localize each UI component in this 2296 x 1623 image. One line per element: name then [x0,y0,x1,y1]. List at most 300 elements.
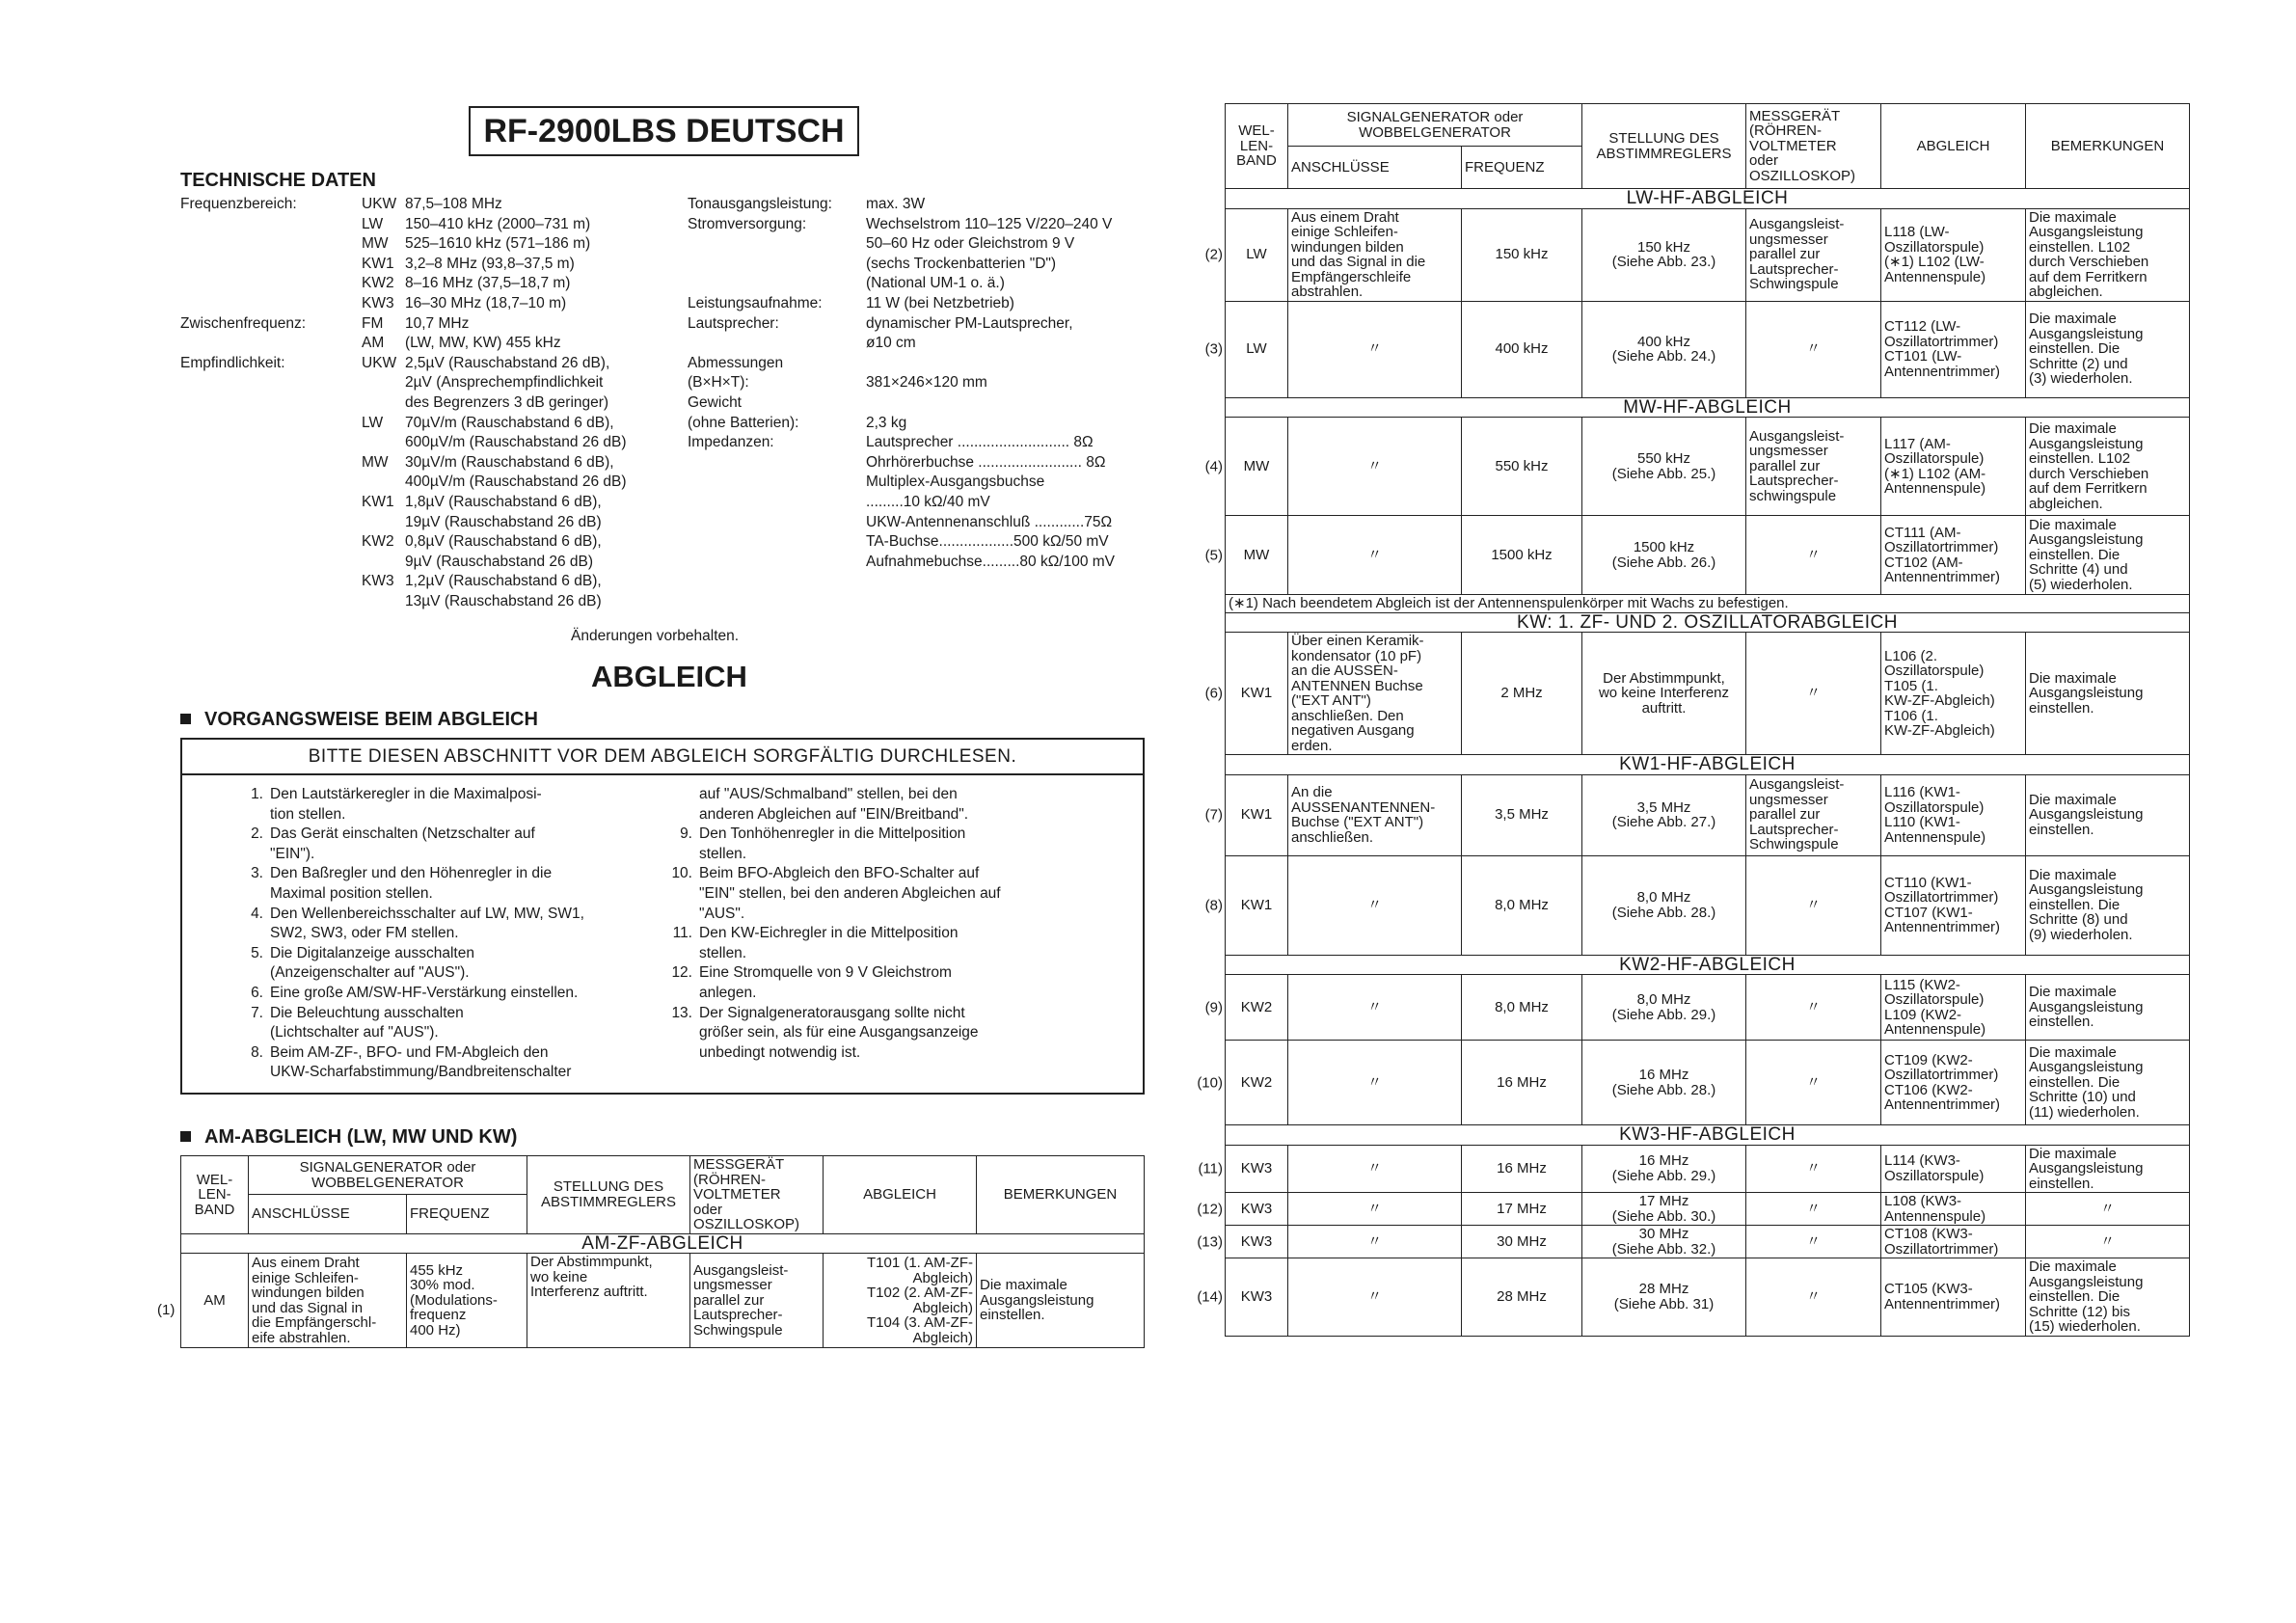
step-number [669,1023,692,1043]
am-col-bemerkungen: BEMERKUNGEN [977,1156,1145,1234]
hf-cell-abgl: CT110 (KW1- Oszillatortrimmer) CT107 (KW1- Antennentrimmer) [1881,855,2026,955]
hf-section-kw2: KW2-HF-ABGLEICH [1226,955,2190,975]
table-row [1226,1193,2190,1226]
step-text: Den Tonhöhenregler in die Mittelposition [699,825,966,843]
step-text: unbedingt notwendig ist. [699,1043,861,1061]
step-text: "AUS". [699,905,745,922]
hf-cell-anschl: An die AUSSENANTENNEN- Buchse ("EXT ANT") anschließen. [1288,774,1462,855]
tech-label: (ohne Batterien): [688,414,799,431]
tech-band: AM [362,335,385,352]
hf-cell-freq: 30 MHz [1462,1226,1582,1258]
hf-cell-freq: 550 kHz [1462,418,1582,516]
procedure-step [240,963,645,984]
hf-cell-anschl: 〃 [1288,418,1462,516]
tech-value: 13µV (Rauschabstand 26 dB) [405,592,602,609]
tech-right-row [688,453,1150,473]
tech-band: KW1 [362,255,394,272]
step-number: 7. [251,1004,263,1021]
hf-cell-mess: 〃 [1746,1145,1881,1193]
hf-band-text: MW [1243,457,1270,474]
tech-band [362,393,405,414]
procedure-step [669,864,1094,884]
hf-col-anschluesse: ANSCHLÜSSE [1288,147,1462,189]
hf-cell-freq: 8,0 MHz [1462,855,1582,955]
step-text: (Lichtschalter auf "AUS"). [270,1024,439,1041]
procedure-step [240,805,645,825]
step-text: größer sein, als für eine Ausgangsanzeige [699,1024,979,1041]
tech-value: Multiplex-Ausgangsbuchse [866,473,1045,491]
tech-band [362,592,405,612]
tech-label [688,532,866,553]
hf-cell-abgl: L116 (KW1- Oszillatorspule) L110 (KW1- Antennenspule) [1881,774,2026,855]
step-number [240,805,263,825]
tech-value: Ohrhörerbuchse ......................... 8Ω [866,453,1106,471]
hf-cell-mess: 〃 [1746,855,1881,955]
tech-label [688,334,866,354]
hf-row-number: (7) [1204,806,1223,824]
tech-right-row [688,234,1150,255]
procedure-step [240,984,645,1004]
tech-band [362,513,405,533]
hf-cell-band [1204,975,1288,1041]
step-text: Den Wellenbereichsschalter auf LW, MW, SW1, [270,905,584,922]
tech-left-row [180,195,682,215]
tech-right-row [688,532,1150,553]
hf-cell-mess: 〃 [1746,975,1881,1041]
tech-label [688,453,866,473]
step-number [669,785,692,805]
hf-cell-bem: Die maximale Ausgangsleistung einstellen. L102 durch Verschieben auf dem Ferritkern abgleichen. [2026,208,2190,301]
tech-value: (sechs Trockenbatterien "D") [866,255,1057,272]
tech-label: Zwischenfrequenz: [180,314,307,332]
hf-cell-stellung: 3,5 MHz (Siehe Abb. 27.) [1582,774,1746,855]
step-number: 1. [251,786,263,802]
hf-col-siggen: SIGNALGENERATOR oder WOBBELGENERATOR [1288,104,1582,147]
step-number [240,924,263,944]
tech-value: ø10 cm [866,335,916,352]
procedure-step [669,805,1094,825]
am-heading-text: AM-ABGLEICH (LW, MW UND KW) [204,1126,518,1148]
tech-left-row [180,572,682,592]
tech-value: (National UM-1 o. ä.) [866,275,1005,292]
procedure-steps-right [669,785,1094,1063]
band-cell-wrap [1204,457,1284,474]
hf-cell-mess: 〃 [1746,1193,1881,1226]
hf-cell-stellung: 28 MHz (Siehe Abb. 31) [1582,1258,1746,1337]
step-text: Der Signalgeneratorausgang sollte nicht [699,1004,965,1021]
tech-right-row [688,334,1150,354]
tech-label [180,553,362,573]
tech-label [180,373,362,393]
tech-right-row [688,414,1150,434]
tech-label [180,473,362,493]
hf-cell-bem: Die maximale Ausgangsleistung einstellen. [2026,975,2190,1041]
step-text: Beim BFO-Abgleich den BFO-Schalter auf [699,865,980,882]
tech-label [180,513,362,533]
am-section-zf: AM-ZF-ABGLEICH [181,1233,1145,1254]
tech-band [362,473,405,493]
tech-label [688,493,866,513]
hf-col-stellung: STELLUNG DES ABSTIMMREGLERS [1582,104,1746,189]
hf-row-number: (12) [1197,1200,1223,1217]
hf-row-number: (9) [1204,998,1223,1015]
step-text: "EIN"). [270,845,315,862]
tech-left-row [180,354,682,374]
tech-left-row [180,493,682,513]
tech-right-row [688,195,1150,215]
hf-cell-abgl: L115 (KW2- Oszillatorspule) L109 (KW2- Antennenspule) [1881,975,2026,1041]
tech-right-row [688,215,1150,235]
hf-cell-stellung: 150 kHz (Siehe Abb. 23.) [1582,208,1746,301]
hf-cell-band [1204,774,1288,855]
procedure-step [240,1023,645,1043]
hf-section-kw1: KW1-HF-ABGLEICH [1226,755,2190,775]
procedure-step [240,1063,645,1083]
tech-band: KW1 [362,493,394,510]
step-text: SW2, SW3, oder FM stellen. [270,925,459,942]
step-number [669,805,692,825]
tech-value: 2µV (Ansprechempfindlichkeit [405,374,604,392]
am-col-anschluesse: ANSCHLÜSSE [249,1195,407,1233]
tech-value: Wechselstrom 110–125 V/220–240 V [866,215,1113,232]
hf-cell-stellung: 16 MHz (Siehe Abb. 28.) [1582,1041,1746,1125]
hf-col-bemerkungen: BEMERKUNGEN [2026,104,2190,189]
am-row-number: (1) [157,1302,176,1318]
tech-left-row [180,274,682,294]
tech-right-row [688,513,1150,533]
procedure-step [669,984,1094,1004]
hf-cell-anschl: Aus einem Draht einige Schleifen- windungen bilden und das Signal in die Empfängerschleife abstrahlen. [1288,208,1462,301]
tech-label [180,414,362,434]
hf-cell-band [1197,1193,1288,1226]
tech-label [688,255,866,275]
procedure-box [180,738,1145,1095]
hf-cell-mess: 〃 [1746,633,1881,755]
tech-left-row [180,215,682,235]
step-number [669,884,692,905]
am-col-wellenband: WEL- LEN- BAND [181,1156,249,1234]
tech-band: LW [362,414,384,431]
hf-table [1197,103,2190,1337]
tech-band: KW2 [362,275,394,292]
tech-label: Lautsprecher: [688,314,779,332]
tech-value: 381×246×120 mm [866,374,987,392]
procedure-heading [180,709,538,731]
tech-left-list [180,195,682,611]
hf-cell-anschl: 〃 [1288,1226,1462,1258]
procedure-step [669,1043,1094,1064]
tech-label: Tonausgangsleistung: [688,196,832,212]
hf-cell-bem: 〃 [2026,1193,2190,1226]
hf-cell-band [1204,418,1288,516]
am-row-anschl: Aus einem Draht einige Schleifen- windungen bilden und das Signal in die Empfängerschl- eife abstrahlen. [249,1254,407,1348]
hf-cell-bem: Die maximale Ausgangsleistung einstellen. L102 durch Verschieben auf dem Ferritkern abgleichen. [2026,418,2190,516]
hf-cell-abgl: L114 (KW3- Oszillatorspule) [1881,1145,2026,1193]
hf-row-number: (10) [1197,1073,1223,1091]
hf-band-text: KW3 [1240,1288,1273,1305]
hf-cell-bem: 〃 [2026,1226,2190,1258]
tech-value: 600µV/m (Rauschabstand 26 dB) [405,434,627,451]
tech-label [180,274,362,294]
hf-cell-anschl: Über einen Keramik- kondensator (10 pF) an die AUSSEN- ANTENNEN Buchse ("EXT ANT") anschließen. Den negativen Ausgang erden. [1288,633,1462,755]
hf-section-kwzf: KW: 1. ZF- UND 2. OSZILLATORABGLEICH [1226,612,2190,633]
hf-cell-anschl: 〃 [1288,1258,1462,1337]
band-cell-wrap [1198,1160,1284,1177]
step-text: anderen Abgleichen auf "EIN/Breitband". [699,805,968,823]
step-number [669,944,692,964]
tech-right-row [688,393,1150,414]
table-row [1226,301,2190,397]
tech-band [362,373,405,393]
hf-cell-freq: 3,5 MHz [1462,774,1582,855]
hf-section-mw: MW-HF-ABGLEICH [1226,397,2190,418]
step-text: Den KW-Eichregler in die Mittelposition [699,925,959,942]
hf-cell-freq: 16 MHz [1462,1145,1582,1193]
hf-footnote: (∗1) Nach beendetem Abgleich ist der Antennenspulenkörper mit Wachs zu befestigen. [1226,595,2190,613]
hf-cell-stellung: 8,0 MHz (Siehe Abb. 29.) [1582,975,1746,1041]
step-number [669,905,692,925]
step-number: 6. [251,984,263,1001]
table-row [1226,418,2190,516]
tech-left-row [180,473,682,493]
step-text: Beim AM-ZF-, BFO- und FM-Abgleich den [270,1043,549,1061]
tech-left-row [180,255,682,275]
band-cell-wrap [1204,998,1284,1015]
tech-value: 70µV/m (Rauschabstand 6 dB), [405,414,614,431]
tech-left-row [180,334,682,354]
tech-band: KW2 [362,533,394,551]
step-number [240,845,263,865]
tech-label [180,334,362,354]
hf-band-text: LW [1246,340,1267,358]
tech-value: 11 W (bei Netzbetrieb) [866,294,1014,311]
tech-value: 9µV (Rauschabstand 26 dB) [405,553,594,570]
hf-cell-bem: Die maximale Ausgangsleistung einstellen. Die Schritte (8) und (9) wiederholen. [2026,855,2190,955]
hf-cell-anschl: 〃 [1288,975,1462,1041]
procedure-step [240,785,645,805]
hf-cell-freq: 2 MHz [1462,633,1582,755]
tech-right-row [688,354,1150,374]
hf-col-wellenband: WEL- LEN- BAND [1226,104,1288,189]
hf-cell-abgl: CT109 (KW2- Oszillatortrimmer) CT106 (KW2- Antennentrimmer) [1881,1041,2026,1125]
step-text: Eine große AM/SW-HF-Verstärkung einstellen. [270,984,579,1001]
hf-cell-abgl: L108 (KW3- Antennenspule) [1881,1193,2026,1226]
table-row [1226,633,2190,755]
procedure-step [669,905,1094,925]
step-text: tion stellen. [270,805,346,823]
hf-cell-abgl: CT111 (AM- Oszillatortrimmer) CT102 (AM- Antennentrimmer) [1881,516,2026,595]
tech-label: Abmessungen [688,354,784,371]
am-row-freq: 455 kHz 30% mod. (Modulations- frequenz 400 Hz) [407,1254,527,1348]
hf-band-text: KW1 [1240,806,1273,824]
tech-value: 1,8µV (Rauschabstand 6 dB), [405,493,602,510]
hf-cell-freq: 1500 kHz [1462,516,1582,595]
hf-cell-band [1197,1258,1288,1337]
hf-band-text: MW [1243,546,1270,563]
hf-cell-mess: 〃 [1746,1226,1881,1258]
procedure-step [669,1004,1094,1024]
hf-cell-anschl: 〃 [1288,301,1462,397]
hf-cell-bem: Die maximale Ausgangsleistung einstellen. Die Schritte (12) bis (15) wiederholen. [2026,1258,2190,1337]
hf-cell-stellung: 17 MHz (Siehe Abb. 30.) [1582,1193,1746,1226]
hf-cell-mess: Ausgangsleist- ungsmesser parallel zur Lautsprecher- Schwingspule [1746,208,1881,301]
tech-left-row [180,592,682,612]
procedure-steps-left [240,785,645,1083]
tech-value: des Begrenzers 3 dB geringer) [405,393,609,411]
am-row-stellung: Der Abstimmpunkt, wo keine Interferenz auftritt. [527,1254,690,1348]
tech-label [180,294,362,314]
band-cell-wrap [1197,1288,1284,1305]
hf-cell-stellung: 400 kHz (Siehe Abb. 24.) [1582,301,1746,397]
am-col-frequenz: FREQUENZ [407,1195,527,1233]
hf-cell-anschl: 〃 [1288,1193,1462,1226]
hf-row-number: (11) [1198,1160,1223,1177]
abgleich-title: ABGLEICH [591,660,747,693]
step-number: 3. [251,865,263,882]
hf-cell-band [1204,633,1288,755]
hf-cell-band [1204,301,1288,397]
am-row-mess: Ausgangsleist- ungsmesser parallel zur Lautsprecher- Schwingspule [690,1254,824,1348]
tech-band: KW3 [362,294,394,311]
tech-value: 16–30 MHz (18,7–10 m) [405,294,567,311]
hf-cell-band [1198,1145,1288,1193]
hf-cell-freq: 8,0 MHz [1462,975,1582,1041]
tech-label [180,493,362,513]
hf-cell-abgl: CT112 (LW- Oszillatortrimmer) CT101 (LW- Antennentrimmer) [1881,301,2026,397]
step-number: 10. [671,865,692,882]
tech-right-row [688,433,1150,453]
table-row [1226,516,2190,595]
tech-label: Leistungsaufnahme: [688,294,823,311]
tech-label: (B×H×T): [688,374,749,392]
tech-label [180,532,362,553]
tech-value: 3,2–8 MHz (93,8–37,5 m) [405,255,575,272]
step-text: UKW-Scharfabstimmung/Bandbreitenschalter [270,1064,572,1081]
procedure-box-title: BITTE DIESEN ABSCHNITT VOR DEM ABGLEICH SORGFÄLTIG DURCHLESEN. [182,740,1143,775]
hf-cell-stellung: 30 MHz (Siehe Abb. 32.) [1582,1226,1746,1258]
hf-band-text: LW [1246,246,1267,263]
hf-cell-abgl: L106 (2. Oszillatorspule) T105 (1. KW-ZF-Abgleich) T106 (1. KW-ZF-Abgleich) [1881,633,2026,755]
tech-left-row [180,433,682,453]
tech-right-row [688,553,1150,573]
tech-band [362,553,405,573]
hf-cell-mess: 〃 [1746,301,1881,397]
tech-right-row [688,274,1150,294]
tech-value: Aufnahmebuchse.........80 kΩ/100 mV [866,553,1116,570]
hf-band-text: KW3 [1240,1200,1273,1217]
tech-band [362,433,405,453]
hf-col-messgeraet: MESSGERÄT (RÖHREN- VOLTMETER oder OSZILLOSKOP) [1746,104,1881,189]
tech-value: 30µV/m (Rauschabstand 6 dB), [405,453,614,471]
tech-left-row [180,373,682,393]
table-row [1226,1226,2190,1258]
hf-cell-stellung: 1500 kHz (Siehe Abb. 26.) [1582,516,1746,595]
hf-cell-stellung: 16 MHz (Siehe Abb. 29.) [1582,1145,1746,1193]
procedure-step [669,785,1094,805]
tech-value: 10,7 MHz [405,314,470,332]
hf-row-number: (13) [1197,1232,1223,1250]
tech-value: 19µV (Rauschabstand 26 dB) [405,513,602,530]
hf-cell-mess: Ausgangsleist- ungsmesser parallel zur Lautsprecher- Schwingspule [1746,774,1881,855]
tech-label [688,274,866,294]
square-bullet-icon [180,1131,191,1142]
tech-band: MW [362,453,389,471]
hf-cell-bem: Die maximale Ausgangsleistung einstellen. [2026,633,2190,755]
tech-value: 1,2µV (Rauschabstand 6 dB), [405,573,602,590]
hf-cell-band [1197,1041,1288,1125]
procedure-step [240,905,645,925]
table-row [1226,1258,2190,1337]
hf-row-number: (2) [1204,246,1223,263]
step-text: Die Digitalanzeige ausschalten [270,944,474,961]
procedure-step [669,1023,1094,1043]
tech-label [180,592,362,612]
am-heading [180,1126,517,1149]
hf-cell-bem: Die maximale Ausgangsleistung einstellen. Die Schritte (2) und (3) wiederholen. [2026,301,2190,397]
table-row [1226,1145,2190,1193]
hf-band-text: KW2 [1240,998,1273,1015]
tech-label [180,393,362,414]
tech-value: 50–60 Hz oder Gleichstrom 9 V [866,235,1075,253]
procedure-step [669,845,1094,865]
tech-value: Lautsprecher ........................... 8Ω [866,434,1094,451]
am-col-abgleich: ABGLEICH [824,1156,977,1234]
step-number: 12. [671,964,692,982]
tech-label [688,473,866,493]
hf-cell-band [1204,208,1288,301]
tech-heading: TECHNISCHE DATEN [180,170,376,191]
tech-value: 400µV/m (Rauschabstand 26 dB) [405,473,627,491]
hf-row-number: (5) [1204,546,1223,563]
hf-cell-freq: 16 MHz [1462,1041,1582,1125]
tech-value: 0,8µV (Rauschabstand 6 dB), [405,533,602,551]
band-cell-wrap [1204,546,1284,563]
tech-band: KW3 [362,573,394,590]
tech-left-row [180,314,682,335]
hf-cell-band [1204,516,1288,595]
hf-col-abgleich: ABGLEICH [1881,104,2026,189]
hf-cell-bem: Die maximale Ausgangsleistung einstellen. Die Schritte (10) und (11) wiederholen. [2026,1041,2190,1125]
step-text: Eine Stromquelle von 9 V Gleichstrom [699,964,952,982]
hf-band-text: KW3 [1240,1232,1273,1250]
tech-label: Stromversorgung: [688,215,807,232]
tech-label: Impedanzen: [688,434,774,451]
tech-value: UKW-Antennenanschluß ............75Ω [866,513,1113,530]
band-cell-wrap [1197,1200,1284,1217]
hf-cell-mess: Ausgangsleist- ungsmesser parallel zur Lautsprecher- schwingspule [1746,418,1881,516]
hf-row-number: (6) [1204,685,1223,702]
tech-right-row [688,255,1150,275]
step-number: 13. [671,1004,692,1021]
changes-note: Änderungen vorbehalten. [571,628,740,644]
tech-label: Gewicht [688,393,742,411]
band-cell-wrap [1204,896,1284,913]
hf-cell-anschl: 〃 [1288,516,1462,595]
band-cell-wrap [1204,806,1284,824]
hf-band-text: KW1 [1240,685,1273,702]
band-cell-wrap [1197,1073,1284,1091]
tech-band: LW [362,215,384,232]
tech-label [180,234,362,255]
tech-left-row [180,553,682,573]
hf-cell-mess: 〃 [1746,1041,1881,1125]
step-number [669,1043,692,1064]
tech-band: MW [362,235,389,253]
step-text: Maximal position stellen. [270,884,433,902]
tech-label [180,255,362,275]
tech-right-row [688,373,1150,393]
page-title: RF-2900LBS DEUTSCH [469,106,859,156]
